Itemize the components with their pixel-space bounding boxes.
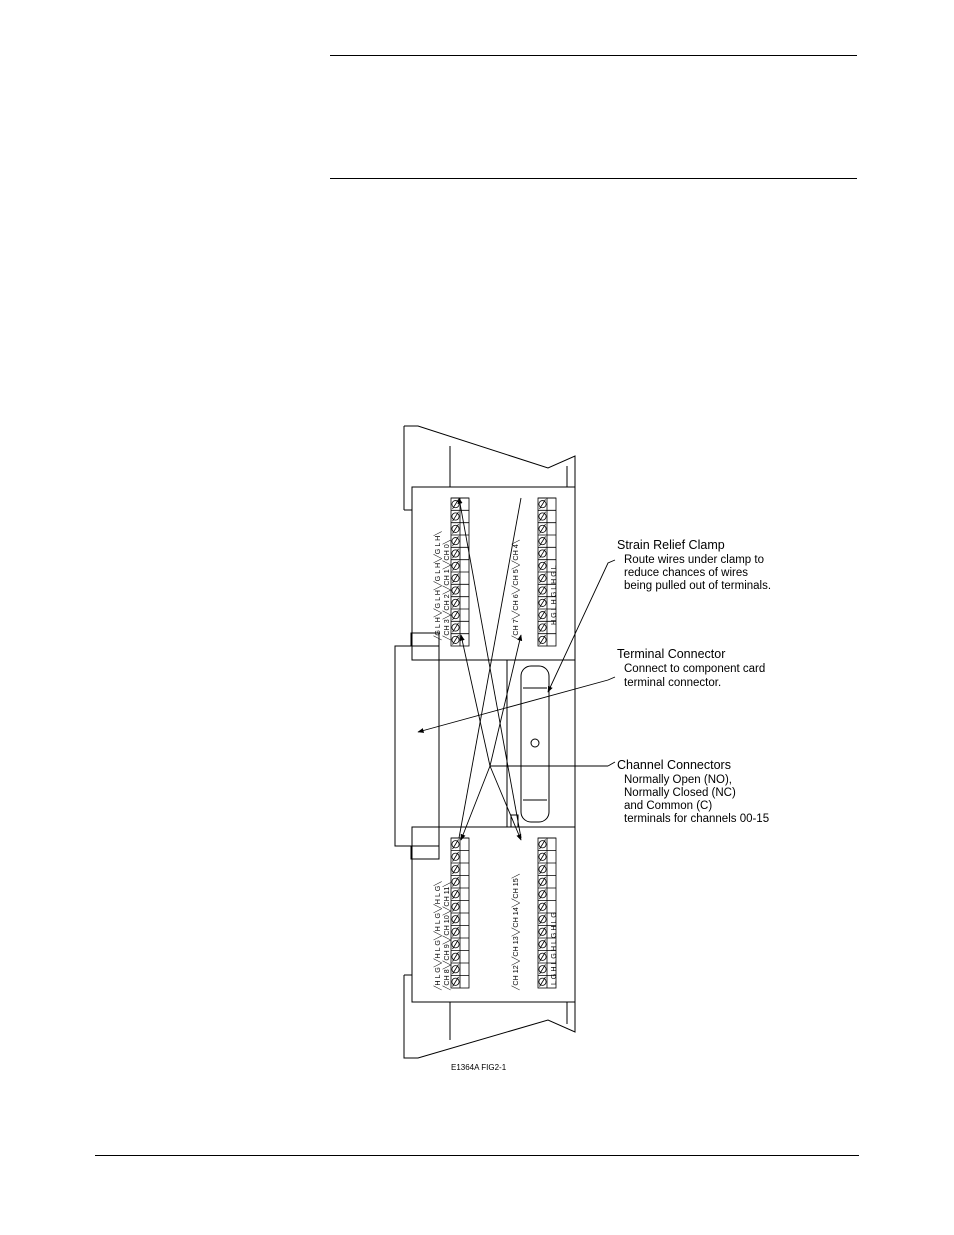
callout-strain-line-2: reduce chances of wires [624,567,749,579]
label-upper-right: ╱CH 7╲╱CH 6╲╱CH 5╲╱CH 4╲ [511,539,520,640]
callout-strain-title: Strain Relief Clamp [617,538,725,552]
callout-channel-title: Channel Connectors [617,758,731,772]
figure-id: E1364A FIG2-1 [451,1063,507,1072]
callout-channel-line-4: terminals for channels 00-15 [624,813,770,825]
label-lower-right: ╱CH 12╲╱CH 13╲╱CH 14╲╱CH 15╲ [511,873,520,990]
label-lower-right-pins: L G H L G H L G H L G [549,912,558,985]
callout-channel-line-3: and Common (C) [624,800,713,812]
callout-terminal-line-2: terminal connector. [624,677,722,689]
label-upper-left-pins: ╱G L H╲╱G L H╲╱G L H╲╱G L H╲ [433,531,442,640]
leader-terminal-connector [418,677,615,732]
callout-channel-line-2: Normally Closed (NC) [624,787,736,799]
leader-channel-ch12 [490,766,521,840]
label-upper-left: ╱CH 3╲╱CH 2╲╱CH 1╲╱CH 0╲ [442,539,451,640]
callout-terminal-title: Terminal Connector [617,647,726,661]
callout-channel-line-1: Normally Open (NO), [624,774,732,786]
leader-strain-relief [548,560,615,692]
label-lower-left-pins: ╱H L G╲╱H L G╲╱H L G╲╱H L G╲ [433,881,442,990]
label-upper-right-pins: H G L H G L H G L [549,565,558,625]
strain-relief-clamp [521,666,549,822]
callout-strain-line-1: Route wires under clamp to [624,554,764,566]
callout-terminal-line-1: Connect to component card [624,663,766,675]
label-lower-left: ╱CH 8╲╱CH 9╲╱CH 10╲╱CH 11╲ [442,882,451,990]
leader-channel-ch7 [490,635,521,766]
terminal-connector-block [395,646,439,846]
callout-strain-line-3: being pulled out of terminals. [624,580,772,592]
